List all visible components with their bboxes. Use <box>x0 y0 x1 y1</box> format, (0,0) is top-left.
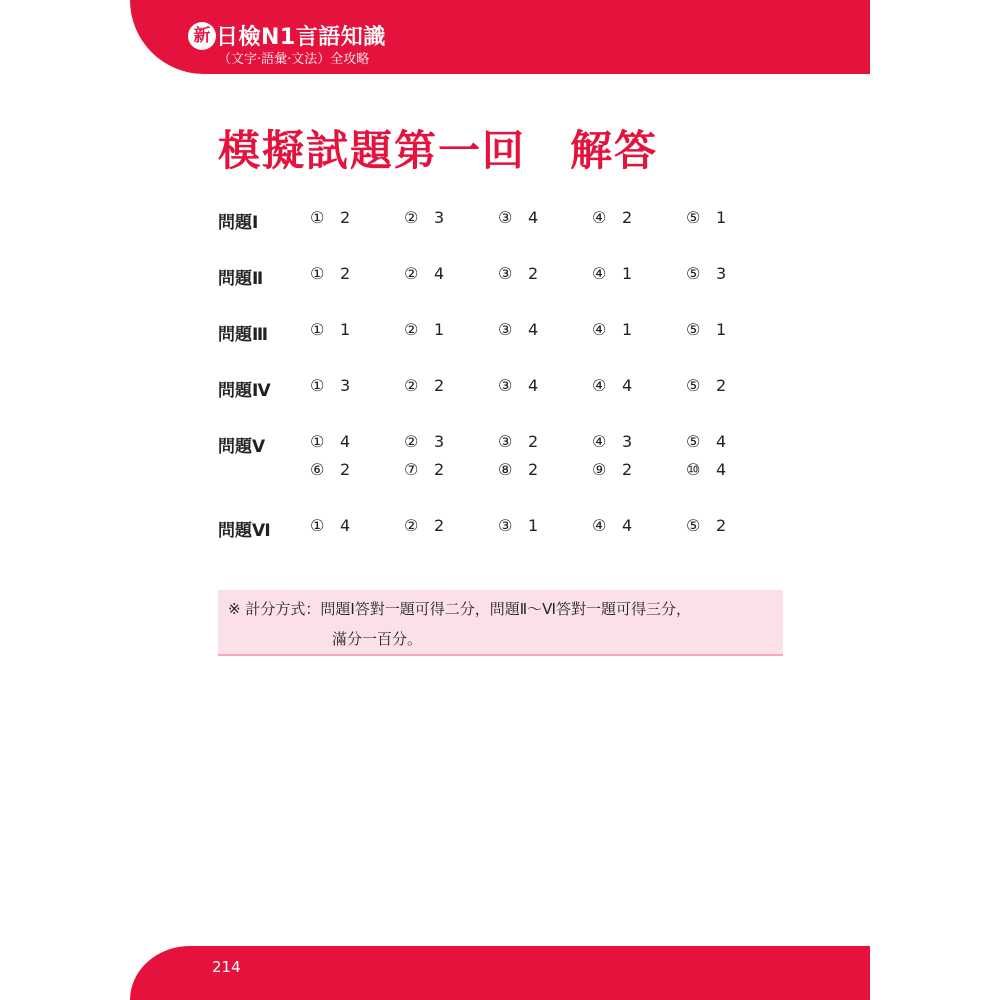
answer-value: 2 <box>716 376 727 395</box>
answer-row <box>218 368 778 424</box>
item-number: ② <box>404 320 419 339</box>
question-section-label: 問題Ⅱ <box>218 269 264 289</box>
answer-value: 4 <box>622 516 633 535</box>
answer-value: 1 <box>340 320 351 339</box>
answer-cell <box>592 460 672 479</box>
answer-value: 3 <box>434 208 445 227</box>
item-number: ④ <box>592 432 607 451</box>
scoring-note <box>218 590 783 656</box>
item-number: ② <box>404 208 419 227</box>
item-number: ⑨ <box>592 460 607 479</box>
item-number: ⑤ <box>686 264 701 283</box>
item-number: ⑥ <box>310 460 325 479</box>
answer-cell <box>404 460 484 479</box>
answer-value: 4 <box>528 208 539 227</box>
answer-cell <box>498 320 578 339</box>
item-number: ⑤ <box>686 208 701 227</box>
answer-cell <box>686 432 766 451</box>
item-number: ① <box>310 432 325 451</box>
item-number: ⑤ <box>686 376 701 395</box>
answer-cell <box>310 516 390 535</box>
header-band <box>130 0 870 74</box>
answer-cell <box>310 320 390 339</box>
item-number: ④ <box>592 376 607 395</box>
answer-cell <box>592 320 672 339</box>
answer-cell <box>592 516 672 535</box>
book-title: 日檢N1言語知識 <box>216 25 386 50</box>
answer-value: 3 <box>340 376 351 395</box>
answer-cell <box>498 264 578 283</box>
answer-value: 2 <box>622 460 633 479</box>
item-number: ⑩ <box>686 460 701 479</box>
answer-value: 2 <box>340 460 351 479</box>
item-number: ③ <box>498 432 513 451</box>
answer-cell <box>404 432 484 451</box>
answer-cell <box>498 460 578 479</box>
item-number: ④ <box>592 320 607 339</box>
answer-row <box>218 424 778 508</box>
answer-cell <box>686 264 766 283</box>
item-number: ② <box>404 432 419 451</box>
answer-value: 2 <box>340 264 351 283</box>
answer-cell <box>404 376 484 395</box>
item-number: ② <box>404 376 419 395</box>
scoring-note-line-2: 滿分一百分。 <box>332 630 423 648</box>
item-number: ③ <box>498 516 513 535</box>
item-number: ⑦ <box>404 460 419 479</box>
answer-cell <box>498 376 578 395</box>
item-number: ⑤ <box>686 320 701 339</box>
item-number: ③ <box>498 320 513 339</box>
answer-value: 2 <box>622 208 633 227</box>
answer-cell <box>404 320 484 339</box>
item-number: ④ <box>592 208 607 227</box>
item-number: ③ <box>498 376 513 395</box>
answer-cell <box>592 264 672 283</box>
answer-cell <box>686 208 766 227</box>
answer-table <box>218 200 778 564</box>
answer-value: 2 <box>528 432 539 451</box>
book-subtitle: （文字‧語彙‧文法）全攻略 <box>218 52 370 67</box>
answer-cell <box>404 516 484 535</box>
answer-cell <box>310 264 390 283</box>
answer-cell <box>404 208 484 227</box>
answer-value: 2 <box>716 516 727 535</box>
answer-value: 1 <box>716 320 727 339</box>
answer-value: 2 <box>528 264 539 283</box>
page-title: 模擬試題第一回 解答 <box>218 126 659 175</box>
answer-row <box>218 200 778 256</box>
answer-cell <box>686 320 766 339</box>
item-number: ④ <box>592 516 607 535</box>
answer-cell <box>592 208 672 227</box>
answer-value: 4 <box>528 376 539 395</box>
answer-cell <box>498 208 578 227</box>
answer-value: 4 <box>716 460 727 479</box>
answer-cell <box>686 460 766 479</box>
item-number: ① <box>310 516 325 535</box>
answer-cell <box>310 460 390 479</box>
item-number: ① <box>310 320 325 339</box>
question-section-label: 問題Ⅵ <box>218 521 271 541</box>
question-section-label: 問題Ⅴ <box>218 437 266 457</box>
answer-value: 3 <box>622 432 633 451</box>
item-number: ③ <box>498 264 513 283</box>
answer-cell <box>310 432 390 451</box>
item-number: ⑤ <box>686 432 701 451</box>
answer-value: 2 <box>340 208 351 227</box>
item-number: ① <box>310 376 325 395</box>
item-number: ② <box>404 264 419 283</box>
question-section-label: 問題Ⅳ <box>218 381 271 401</box>
answer-cell <box>686 376 766 395</box>
question-section-label: 問題Ⅲ <box>218 325 269 345</box>
answer-value: 4 <box>340 432 351 451</box>
answer-value: 2 <box>434 516 445 535</box>
answer-cell <box>310 208 390 227</box>
answer-value: 4 <box>434 264 445 283</box>
answer-cell <box>592 376 672 395</box>
answer-value: 4 <box>528 320 539 339</box>
page-number: 214 <box>212 958 241 976</box>
answer-row <box>218 312 778 368</box>
answer-cell <box>498 516 578 535</box>
answer-value: 3 <box>434 432 445 451</box>
answer-value: 1 <box>622 320 633 339</box>
answer-row <box>218 508 778 564</box>
answer-value: 2 <box>434 460 445 479</box>
item-number: ④ <box>592 264 607 283</box>
item-number: ② <box>404 516 419 535</box>
answer-value: 4 <box>716 432 727 451</box>
answer-value: 2 <box>528 460 539 479</box>
answer-value: 4 <box>622 376 633 395</box>
answer-value: 1 <box>528 516 539 535</box>
item-number: ① <box>310 264 325 283</box>
footer-band <box>130 946 870 1000</box>
answer-cell <box>404 264 484 283</box>
answer-value: 2 <box>434 376 445 395</box>
answer-value: 1 <box>622 264 633 283</box>
answer-value: 3 <box>716 264 727 283</box>
scoring-note-line-1: ※ 計分方式：問題Ⅰ答對一題可得二分，問題Ⅱ～Ⅵ答對一題可得三分， <box>228 600 691 618</box>
answer-cell <box>310 376 390 395</box>
answer-cell <box>686 516 766 535</box>
book-page <box>130 0 870 1000</box>
book-badge: 新 <box>188 22 216 50</box>
item-number: ⑧ <box>498 460 513 479</box>
answer-cell <box>592 432 672 451</box>
question-section-label: 問題Ⅰ <box>218 213 259 233</box>
answer-value: 1 <box>716 208 727 227</box>
answer-value: 1 <box>434 320 445 339</box>
answer-row <box>218 256 778 312</box>
item-number: ① <box>310 208 325 227</box>
item-number: ③ <box>498 208 513 227</box>
item-number: ⑤ <box>686 516 701 535</box>
answer-value: 4 <box>340 516 351 535</box>
answer-cell <box>498 432 578 451</box>
